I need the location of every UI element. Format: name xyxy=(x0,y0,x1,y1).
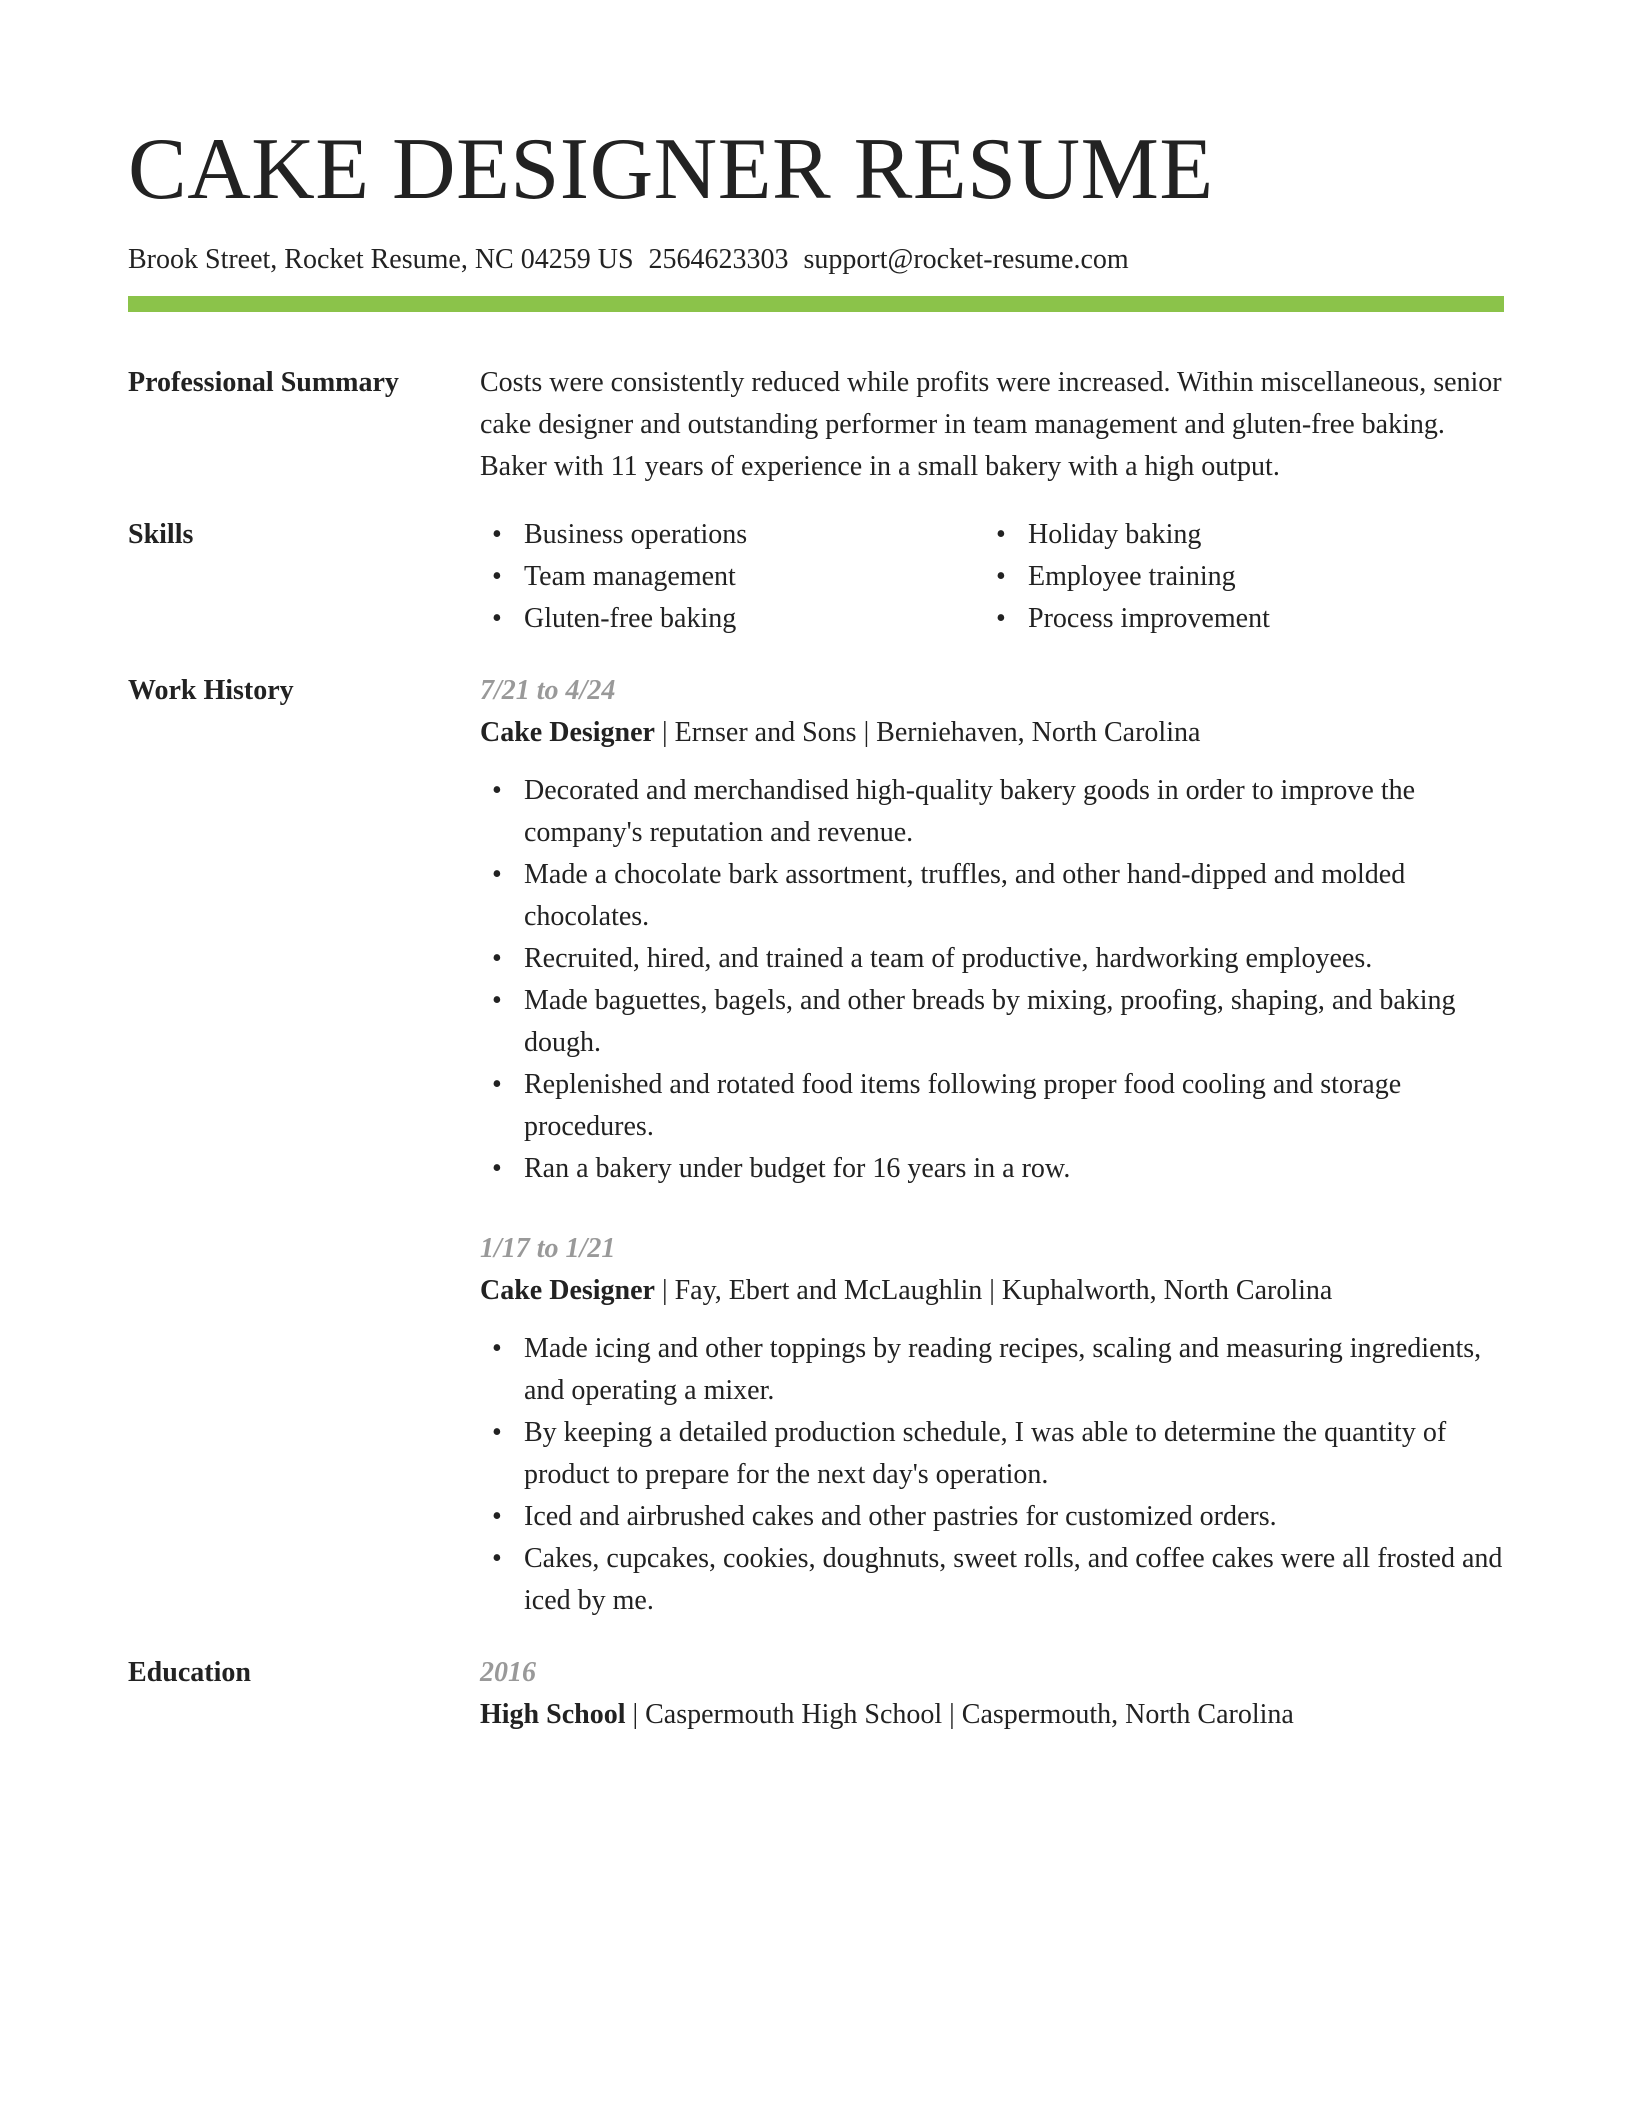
job-bullet: • Cakes, cupcakes, cookies, doughnuts, sweet rolls, and coffee cakes were all frosted and iced by me. xyxy=(480,1538,1504,1622)
skills-column xyxy=(480,514,984,640)
skill-item: • Holiday baking xyxy=(984,514,1488,556)
summary-text: Costs were consistently reduced while profits were increased. Within miscellaneous, senior cake designer and outstanding performer in team management and gluten-free baking. Baker with 11 years of experience in a small bakery with a high output. xyxy=(480,367,1502,482)
section-label: Professional Summary xyxy=(128,367,399,398)
job-dates: 1/17 to 1/21 xyxy=(480,1233,616,1264)
skills-section xyxy=(128,514,1504,640)
skill-item: • Team management xyxy=(480,556,984,598)
job-bullet: • Made a chocolate bark assortment, truffles, and other hand-dipped and molded chocolates. xyxy=(480,854,1504,938)
resume-page xyxy=(128,116,1504,1736)
education-heading xyxy=(480,1694,1504,1736)
education-body xyxy=(480,1652,1504,1736)
job-bullet: • Iced and airbrushed cakes and other pastries for customized orders. xyxy=(480,1496,1504,1538)
job-bullet: • Replenished and rotated food items following proper food cooling and storage procedures. xyxy=(480,1064,1504,1148)
job-title: Cake Designer xyxy=(480,1275,655,1306)
skill-item: • Employee training xyxy=(984,556,1488,598)
job-bullet: • Ran a bakery under budget for 16 years in a row. xyxy=(480,1148,1504,1190)
job-bullet: • Made icing and other toppings by reading recipes, scaling and measuring ingredients, and operating a mixer. xyxy=(480,1328,1504,1412)
job-bullet: • By keeping a detailed production schedule, I was able to determine the quantity of product to prepare for the next day's operation. xyxy=(480,1412,1504,1496)
education-date: 2016 xyxy=(480,1657,536,1688)
contact-address: Brook Street, Rocket Resume, NC 04259 US xyxy=(128,244,634,275)
work-history-section xyxy=(128,670,1504,1622)
education-degree: High School xyxy=(480,1699,626,1730)
job-bullets xyxy=(480,770,1504,1190)
skills-list xyxy=(480,514,1504,640)
contact-line xyxy=(128,242,1504,278)
section-label: Education xyxy=(128,1657,251,1688)
job-heading xyxy=(480,1270,1504,1312)
education-section xyxy=(128,1652,1504,1736)
job-bullet: • Decorated and merchandised high-quality bakery goods in order to improve the company's reputation and revenue. xyxy=(480,770,1504,854)
header-divider xyxy=(128,296,1504,312)
resume-title: CAKE DESIGNER RESUME xyxy=(128,121,1214,218)
skills-column xyxy=(984,514,1488,640)
job-dates: 7/21 to 4/24 xyxy=(480,675,616,706)
section-label: Skills xyxy=(128,519,194,550)
job-entry xyxy=(480,670,1504,1190)
skill-item: • Gluten-free baking xyxy=(480,598,984,640)
summary-section xyxy=(128,362,1504,488)
job-heading xyxy=(480,712,1504,754)
skill-item: • Process improvement xyxy=(984,598,1488,640)
job-bullet: • Made baguettes, bagels, and other breads by mixing, proofing, shaping, and baking dough. xyxy=(480,980,1504,1064)
job-details: | Fay, Ebert and McLaughlin | Kuphalworth, North Carolina xyxy=(654,1275,1333,1306)
contact-email: support@rocket-resume.com xyxy=(803,244,1129,275)
work-history-body xyxy=(480,670,1504,1622)
section-label: Work History xyxy=(128,675,294,706)
contact-phone: 2564623303 xyxy=(648,244,789,275)
job-details: | Ernser and Sons | Berniehaven, North Carolina xyxy=(654,717,1201,748)
job-bullets xyxy=(480,1328,1504,1622)
skill-item: • Business operations xyxy=(480,514,984,556)
job-title: Cake Designer xyxy=(480,717,655,748)
education-details: | Caspermouth High School | Caspermouth, North Carolina xyxy=(625,1699,1294,1730)
job-bullet: • Recruited, hired, and trained a team of productive, hardworking employees. xyxy=(480,938,1504,980)
job-entry xyxy=(480,1228,1504,1622)
